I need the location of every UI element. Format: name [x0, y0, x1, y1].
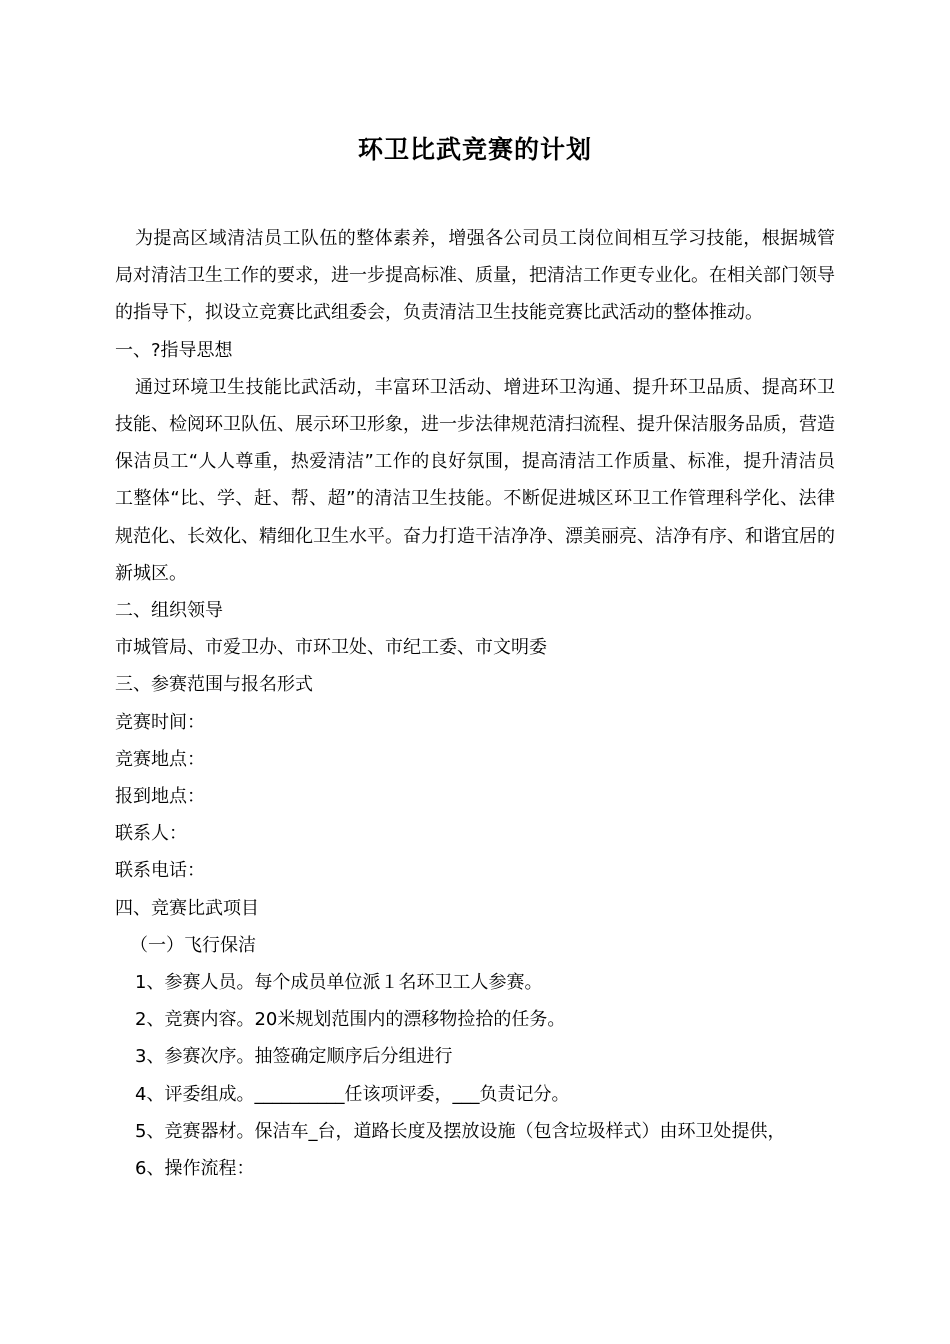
list-item: 1、参赛人员。每个成员单位派１名环卫工人参赛。	[135, 972, 543, 994]
subsection-heading-flying-cleaning: （一）飞行保洁	[130, 934, 256, 956]
list-item: 5、竞赛器材。保洁车_台，道路长度及摆放设施（包含垃圾样式）由环卫处提供，	[135, 1120, 786, 1142]
section-heading-scope: 三、参赛范围与报名形式	[115, 674, 313, 696]
organization-list: 市城管局、市爱卫办、市环卫处、市纪工委、市文明委	[115, 637, 547, 659]
field-contact-phone: 联系电话：	[115, 860, 205, 882]
field-contact-person: 联系人：	[115, 823, 187, 845]
field-competition-time: 竞赛时间：	[115, 711, 205, 733]
guiding-idea-paragraph: 通过环境卫生技能比武活动，丰富环卫活动、增进环卫沟通、提升环卫品质、提高环卫技能、检阅环卫队伍、展示环卫形象，进一步法律规范清扫流程、提升保洁服务品质，营造保洁员工“人人尊重，热爱清洁”工作的良好氛围，提高清洁工作质量、标准，提升清洁员工整体“比、学、赶、帮、超”的清洁卫生技能。不断促进城区环卫工作管理科学化、法律规范化、长效化、精细化卫生水平。奋力打造干洁净净、漂美丽亮、洁净有序、和谐宜居的新城区。	[115, 376, 835, 584]
section-heading-events: 四、竞赛比武项目	[115, 897, 259, 919]
document-title: 环卫比武竞赛的计划	[357, 135, 592, 164]
list-item: 2、竞赛内容。20米规划范围内的漂移物捡拾的任务。	[135, 1009, 566, 1031]
section-heading-organization: 二、组织领导	[115, 600, 223, 622]
section-heading-guiding-idea: 一、?指导思想	[115, 339, 233, 361]
list-item: 3、参赛次序。抽签确定顺序后分组进行	[135, 1046, 453, 1068]
list-item: 6、操作流程：	[135, 1158, 255, 1180]
list-item: 4、评委组成。__________任该项评委，___负责记分。	[135, 1083, 570, 1105]
field-checkin-place: 报到地点：	[115, 786, 205, 808]
document-body	[115, 220, 835, 1187]
intro-paragraph: 为提高区域清洁员工队伍的整体素养，增强各公司员工岗位间相互学习技能，根据城管局对清洁卫生工作的要求，进一步提高标准、质量，把清洁工作更专业化。在相关部门领导的指导下，拟设立竞赛比武组委会，负责清洁卫生技能竞赛比武活动的整体推动。	[115, 228, 835, 324]
field-competition-place: 竞赛地点：	[115, 748, 205, 770]
